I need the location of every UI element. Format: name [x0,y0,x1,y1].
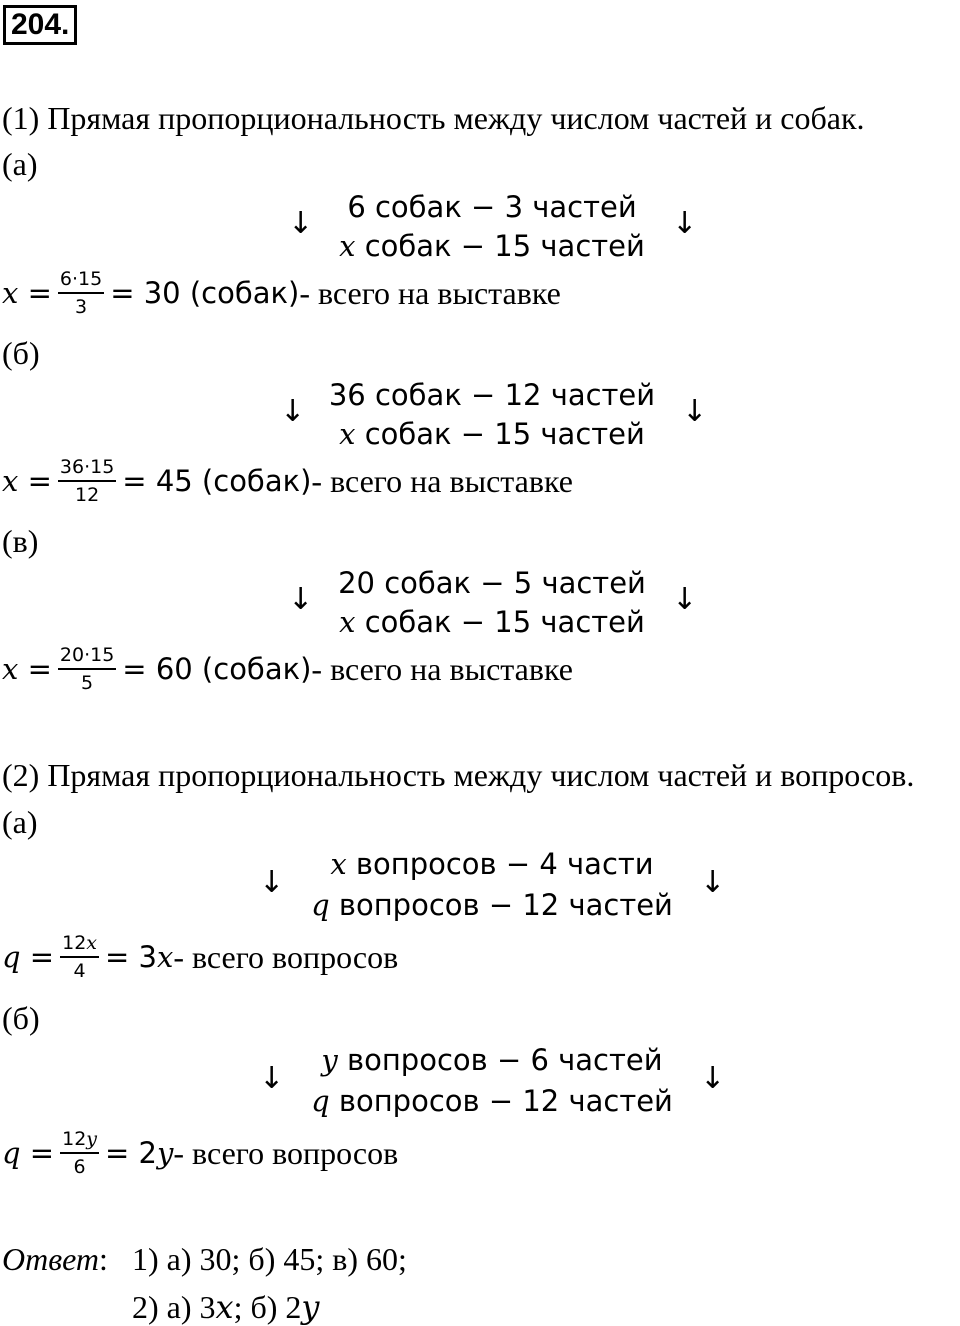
down-arrow-icon: ↓ [288,582,314,617]
down-arrow-icon: ↓ [700,865,726,900]
part1-b-line1: 36 собак − 12 частей [328,378,656,412]
fraction: $\frac{6\cdot 15}{3}$ [59,268,103,318]
part1-c-label: (в) [2,523,39,559]
part1-c-line1: 20 собак − 5 частей [338,566,646,600]
fraction: $\frac{12x}{4}$ [62,932,98,982]
down-arrow-icon: ↓ [700,1061,726,1096]
part1-a-label: (а) [2,146,38,182]
part1-b-line2: x собак − 15 частей [339,417,645,451]
down-arrow-icon: ↓ [259,865,285,900]
part2-b-equation: q = $\frac{12y}{6}$ = 2y - всего вопросов [2,1128,399,1178]
part2-b-line1: y вопросов − 6 частей [321,1043,663,1077]
down-arrow-icon: ↓ [672,206,698,241]
part2-b-line2: q вопросов − 12 частей [311,1084,673,1118]
answer-line2: 2) а) 3x; б) 2y [132,1288,320,1326]
part1-b-equation: x = $\frac{36\cdot 15}{12}$ = 45 (собак) - всего на выставке [2,456,573,506]
part2-a-line1: x вопросов − 4 части [330,847,654,881]
part1-a-line1: 6 собак − 3 частей [347,190,637,224]
part2-a-label: (а) [2,804,38,840]
problem-number-badge [3,5,77,45]
part1-a-equation: x = $\frac{6\cdot 15}{3}$ = 30 (собак) - всего на выставке [2,268,561,318]
fraction: $\frac{20\cdot 15}{5}$ [59,644,115,694]
part1-c-equation: x = $\frac{20\cdot 15}{5}$ = 60 (собак) - всего на выставке [2,644,573,694]
part1-a-line2: x собак − 15 частей [339,229,645,263]
part2-a-equation: q = $\frac{12x}{4}$ = 3x - всего вопросов [2,932,399,982]
part2-a-line2: q вопросов − 12 частей [311,888,673,922]
down-arrow-icon: ↓ [682,394,708,429]
part1-b-label: (б) [2,335,40,371]
down-arrow-icon: ↓ [672,582,698,617]
fraction: $\frac{12y}{6}$ [62,1128,98,1178]
answer-label: Ответ: [2,1241,108,1277]
down-arrow-icon: ↓ [288,206,314,241]
fraction: $\frac{36\cdot 15}{12}$ [59,456,115,506]
part1-heading: (1) Прямая пропорциональность между числом частей и собак. [2,100,865,136]
answer-line1: 1) а) 30; б) 45; в) 60; [132,1241,407,1277]
down-arrow-icon: ↓ [280,394,306,429]
part2-heading: (2) Прямая пропорциональность между числом частей и вопросов. [2,757,915,793]
down-arrow-icon: ↓ [259,1061,285,1096]
part2-b-label: (б) [2,1000,40,1036]
part1-c-line2: x собак − 15 частей [339,605,645,639]
problem-number: 204. [11,8,70,41]
